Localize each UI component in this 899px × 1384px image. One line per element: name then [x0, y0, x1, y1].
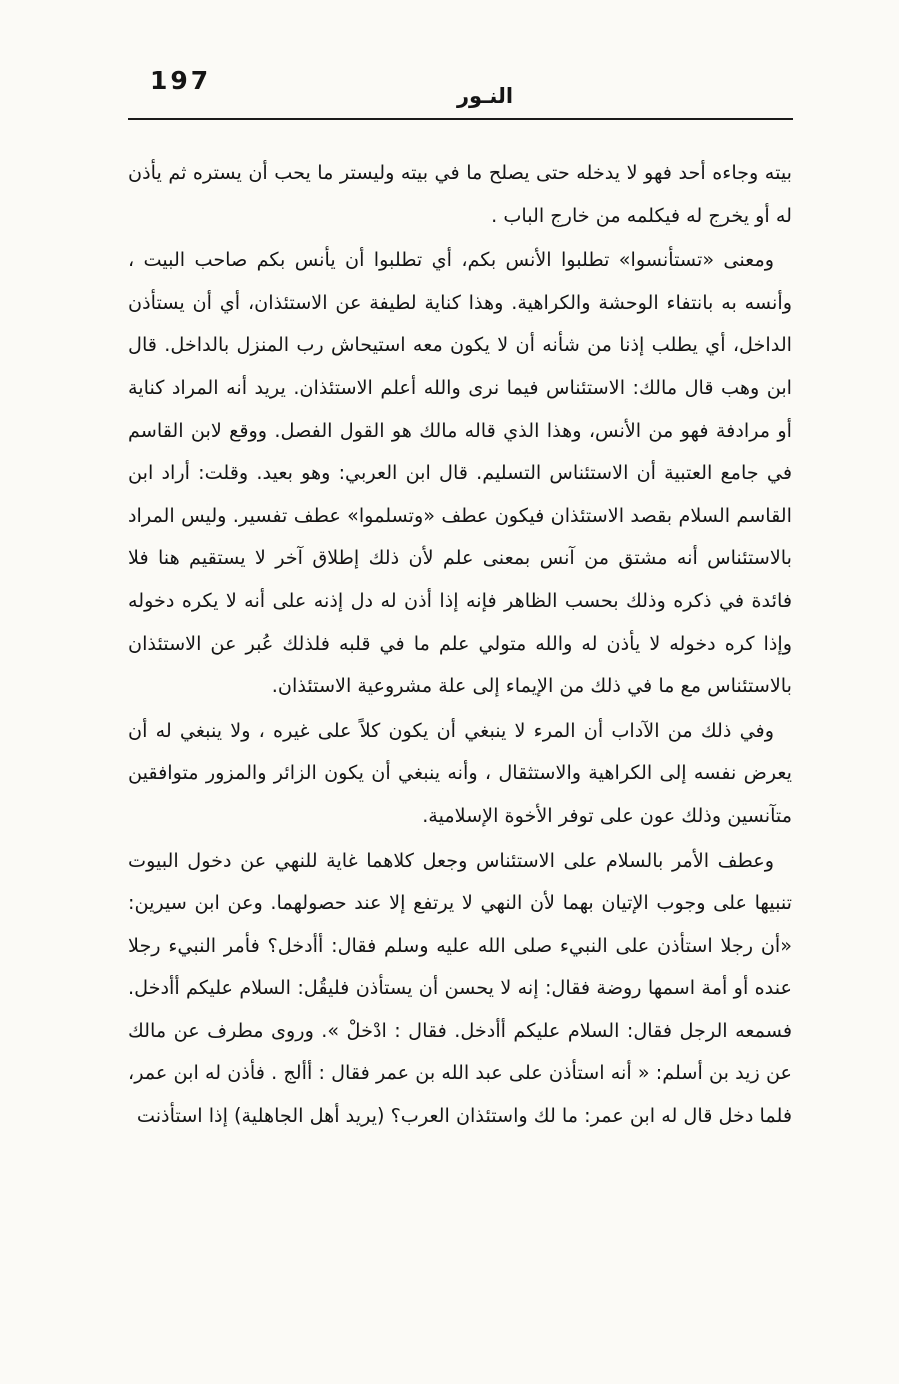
paragraph: وعطف الأمر بالسلام على الاستئناس وجعل كلاهما غاية للنهي عن دخول البيوت تنبيها على وجوب الإتيان بهما لأن النهي لا يرتفع إلا عند حصولهما. وعن ابن سيرين: «أن رجلا استأذن على النبيء صلى الله عليه وسلم فقال: أأدخل؟ فأمر النبيء رجلا عنده أو أمة اسمها روضة فقال: إنه لا يحسن أن يستأذن فليقُل: السلام عليكم أأدخل. فسمعه الرجل فقال: السلام عليكم أأدخل. فقال : ادْخلْ ». وروى مطرف عن مالك عن زيد بن أسلم: « أنه استأذن على عبد الله بن عمر فقال : أألج . فأذن له ابن عمر، فلما دخل قال له ابن عمر: ما لك واستئذان العرب؟ (يريد أهل الجاهلية) إذا استأذنت: [128, 848, 792, 1128]
paragraph: بيته وجاءه أحد فهو لا يدخله حتى يصلح ما في بيته وليستر ما يحب أن يستره ثم يأذن له أو يخرج له فيكلمه من خارج الباب .: [128, 161, 792, 227]
body-text: [128, 152, 792, 1138]
paragraph: وفي ذلك من الآداب أن المرء لا ينبغي أن يكون كلاً على غيره ، ولا ينبغي له أن يعرض نفسه إلى الكراهية والاستثقال ، وأنه ينبغي أن يكون الزائر والمزور متوافقين متآنسين وذلك عون على توفر الأخوة الإسلامية.: [128, 718, 792, 827]
page-number: 197: [150, 66, 212, 95]
header-rule: [128, 118, 793, 120]
paragraph: ومعنى «تستأنسوا» تطلبوا الأنس بكم، أي تطلبوا أن يأنس بكم صاحب البيت ، وأنسه به بانتفاء الوحشة والكراهية. وهذا كناية لطيفة عن الاستئذان، أي أن يستأذن الداخل، أي يطلب إذنا من شأنه أن لا يكون معه استيحاش رب المنزل بالداخل. قال ابن وهب قال مالك: الاستئناس فيما نرى والله أعلم الاستئذان. يريد أنه المراد كناية أو مرادفة فهو من الأنس، وهذا الذي قاله مالك هو القول الفصل. ووقع لابن القاسم في جامع العتبية أن الاستئناس التسليم. قال ابن العربي: وهو بعيد. وقلت: أراد ابن القاسم السلام بقصد الاستئذان فيكون عطف «وتسلموا» عطف تفسير. وليس المراد بالاستئناس أنه مشتق من آنس بمعنى علم لأن ذلك إطلاق آخر لا يستقيم هنا فلا فائدة في ذكره وذلك بحسب الظاهر فإنه إذا أذن له دل إذنه على أنه لا يكره دخوله وإذا كره دخوله لا يأذن له والله متولي علم ما في قلبه فلذلك عُبر عن الاستئذان بالاستئناس مع ما في ذلك من الإيماء إلى علة مشروعية الاستئذان.: [128, 248, 792, 698]
running-title: النـور: [456, 84, 514, 108]
